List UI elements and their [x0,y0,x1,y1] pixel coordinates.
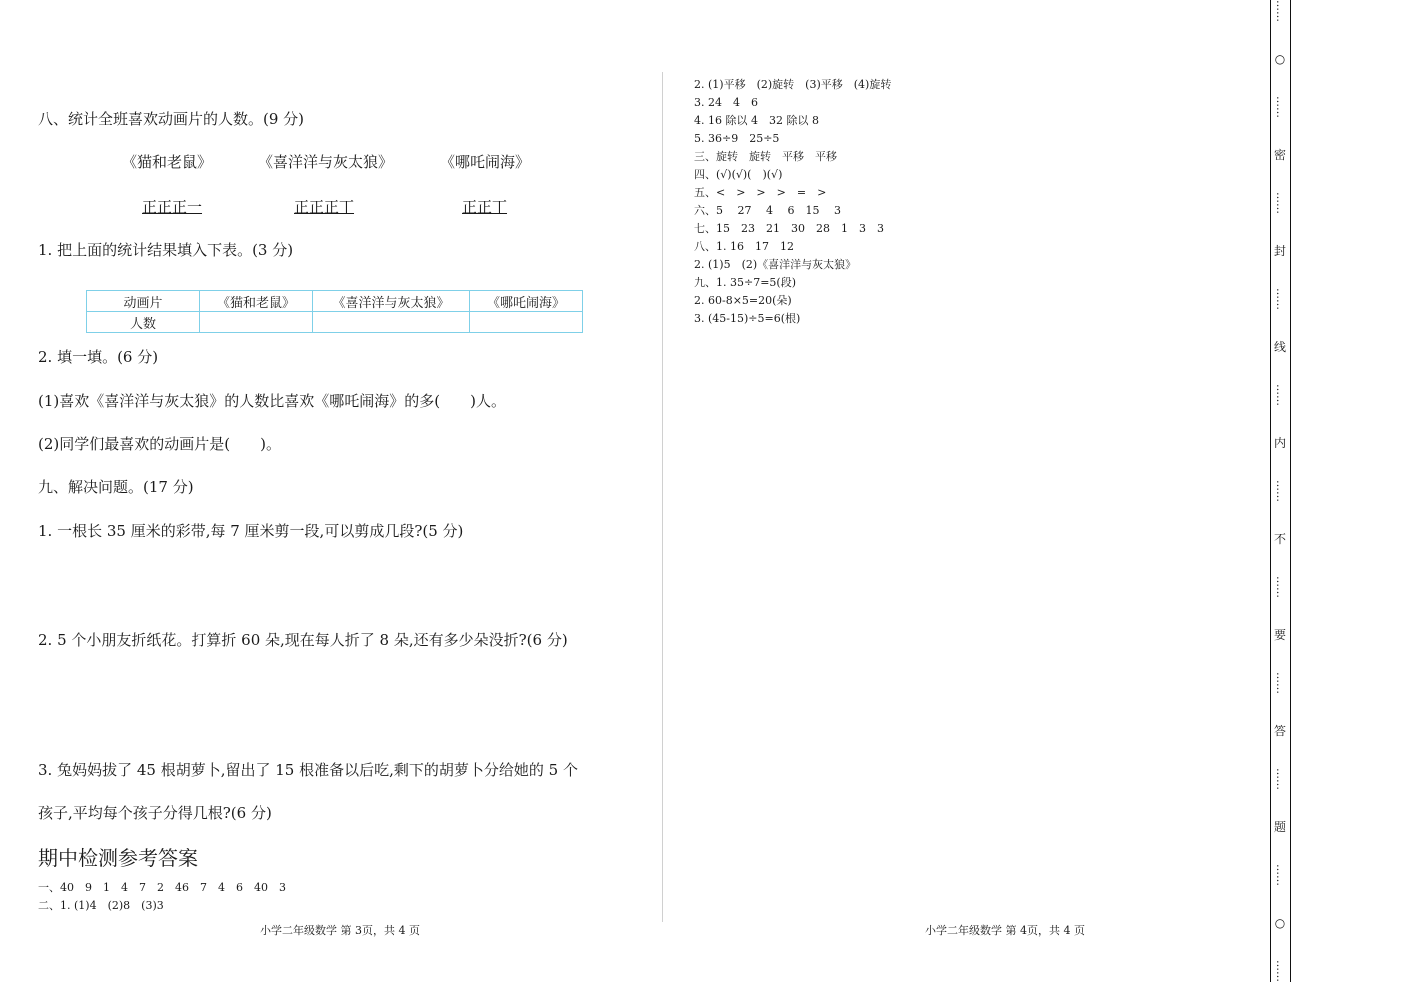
answer-line: 七、15 23 21 30 28 1 3 3 [694,222,884,235]
tally-3: 正正丅 [462,198,508,216]
question-8-2-1: (1)喜欢《喜洋洋与灰太狼》的人数比喜欢《哪吒闹海》的多( )人。 [38,392,506,410]
binding-char: ○ [1274,916,1286,930]
answer-line: 2. (1)平移 (2)旋转 (3)平移 (4)旋转 [694,78,892,91]
show-title-1: 《猫和老鼠》 [122,153,213,171]
table-row [87,312,583,333]
question-8-2-2: (2)同学们最喜欢的动画片是( )。 [38,435,281,453]
problem-9-3-line2: 孩子,平均每个孩子分得几根?(6 分) [38,804,272,822]
table-empty-cell[interactable] [470,312,583,333]
table-row [87,291,583,312]
page-divider [662,72,663,922]
binding-char: 不 [1273,532,1286,546]
table-empty-cell[interactable] [200,312,313,333]
answer-line: 四、(√)(√)( )(√) [694,168,783,181]
answer-line: 九、1. 35÷7=5(段) [694,276,797,289]
answer-line: 4. 16 除以 4 32 除以 8 [694,114,819,127]
answer-line: 3. 24 4 6 [694,96,758,109]
answer-line: 二、1. (1)4 (2)8 (3)3 [38,899,164,912]
table-empty-cell[interactable] [313,312,470,333]
binding-char: 线 [1273,340,1286,354]
answer-line: 六、5 27 4 6 15 3 [694,204,841,217]
answer-line: 5. 36÷9 25÷5 [694,132,780,145]
tally-2: 正正正丅 [294,198,355,216]
question-8-2: 2. 填一填。(6 分) [38,348,159,366]
stat-table [86,290,583,333]
section8-title: 八、统计全班喜欢动画片的人数。(9 分) [38,110,305,128]
binding-char: ○ [1274,52,1286,66]
table-header-cell: 《喜洋洋与灰太狼》 [313,291,470,312]
show-title-2: 《喜洋洋与灰太狼》 [258,153,394,171]
answer-line: 2. 60-8×5=20(朵) [694,294,792,307]
answer-line: 五、< > > > = > [694,186,827,199]
binding-margin [1268,0,1298,982]
binding-char: 封 [1273,244,1286,258]
table-header-cell: 《哪吒闹海》 [470,291,583,312]
binding-char: 密 [1273,148,1286,162]
question-8-1: 1. 把上面的统计结果填入下表。(3 分) [38,241,294,259]
tally-1: 正正正一 [142,198,203,216]
answer-line: 三、旋转 旋转 平移 平移 [694,150,837,163]
table-header-cell: 动画片 [87,291,200,312]
problem-9-1: 1. 一根长 35 厘米的彩带,每 7 厘米剪一段,可以剪成几段?(5 分) [38,522,464,540]
binding-char: 题 [1273,820,1286,834]
problem-9-3-line1: 3. 兔妈妈拔了 45 根胡萝卜,留出了 15 根准备以后吃,剩下的胡萝卜分给她的 5 个 [38,761,578,779]
answer-line: 一、40 9 1 4 7 2 46 7 4 6 40 3 [38,881,286,894]
show-title-3: 《哪吒闹海》 [440,153,531,171]
binding-char: 答 [1273,724,1286,738]
answer-line: 八、1. 16 17 12 [694,240,794,253]
binding-char: 要 [1273,628,1286,642]
table-header-cell: 《猫和老鼠》 [200,291,313,312]
problem-9-2: 2. 5 个小朋友折纸花。打算折 60 朵,现在每人折了 8 朵,还有多少朵没折?(6 分) [38,631,568,649]
answer-heading: 期中检测参考答案 [38,846,198,870]
page-footer-3: 小学二年级数学 第 3页，共 4 页 [260,924,420,937]
binding-char: 内 [1273,436,1286,450]
answer-line: 3. (45-15)÷5=6(根) [694,312,801,325]
section9-title: 九、解决问题。(17 分) [38,478,194,496]
table-row-label: 人数 [87,312,200,333]
page-footer-4: 小学二年级数学 第 4页，共 4 页 [925,924,1085,937]
answer-line: 2. (1)5 (2)《喜洋洋与灰太狼》 [694,258,857,271]
binding-text-column: …… ○ …… 密 …… 封 …… 线 …… 内 …… 不 …… 要 …… 答 …… 题 …… ○ …… [1273,0,1287,982]
